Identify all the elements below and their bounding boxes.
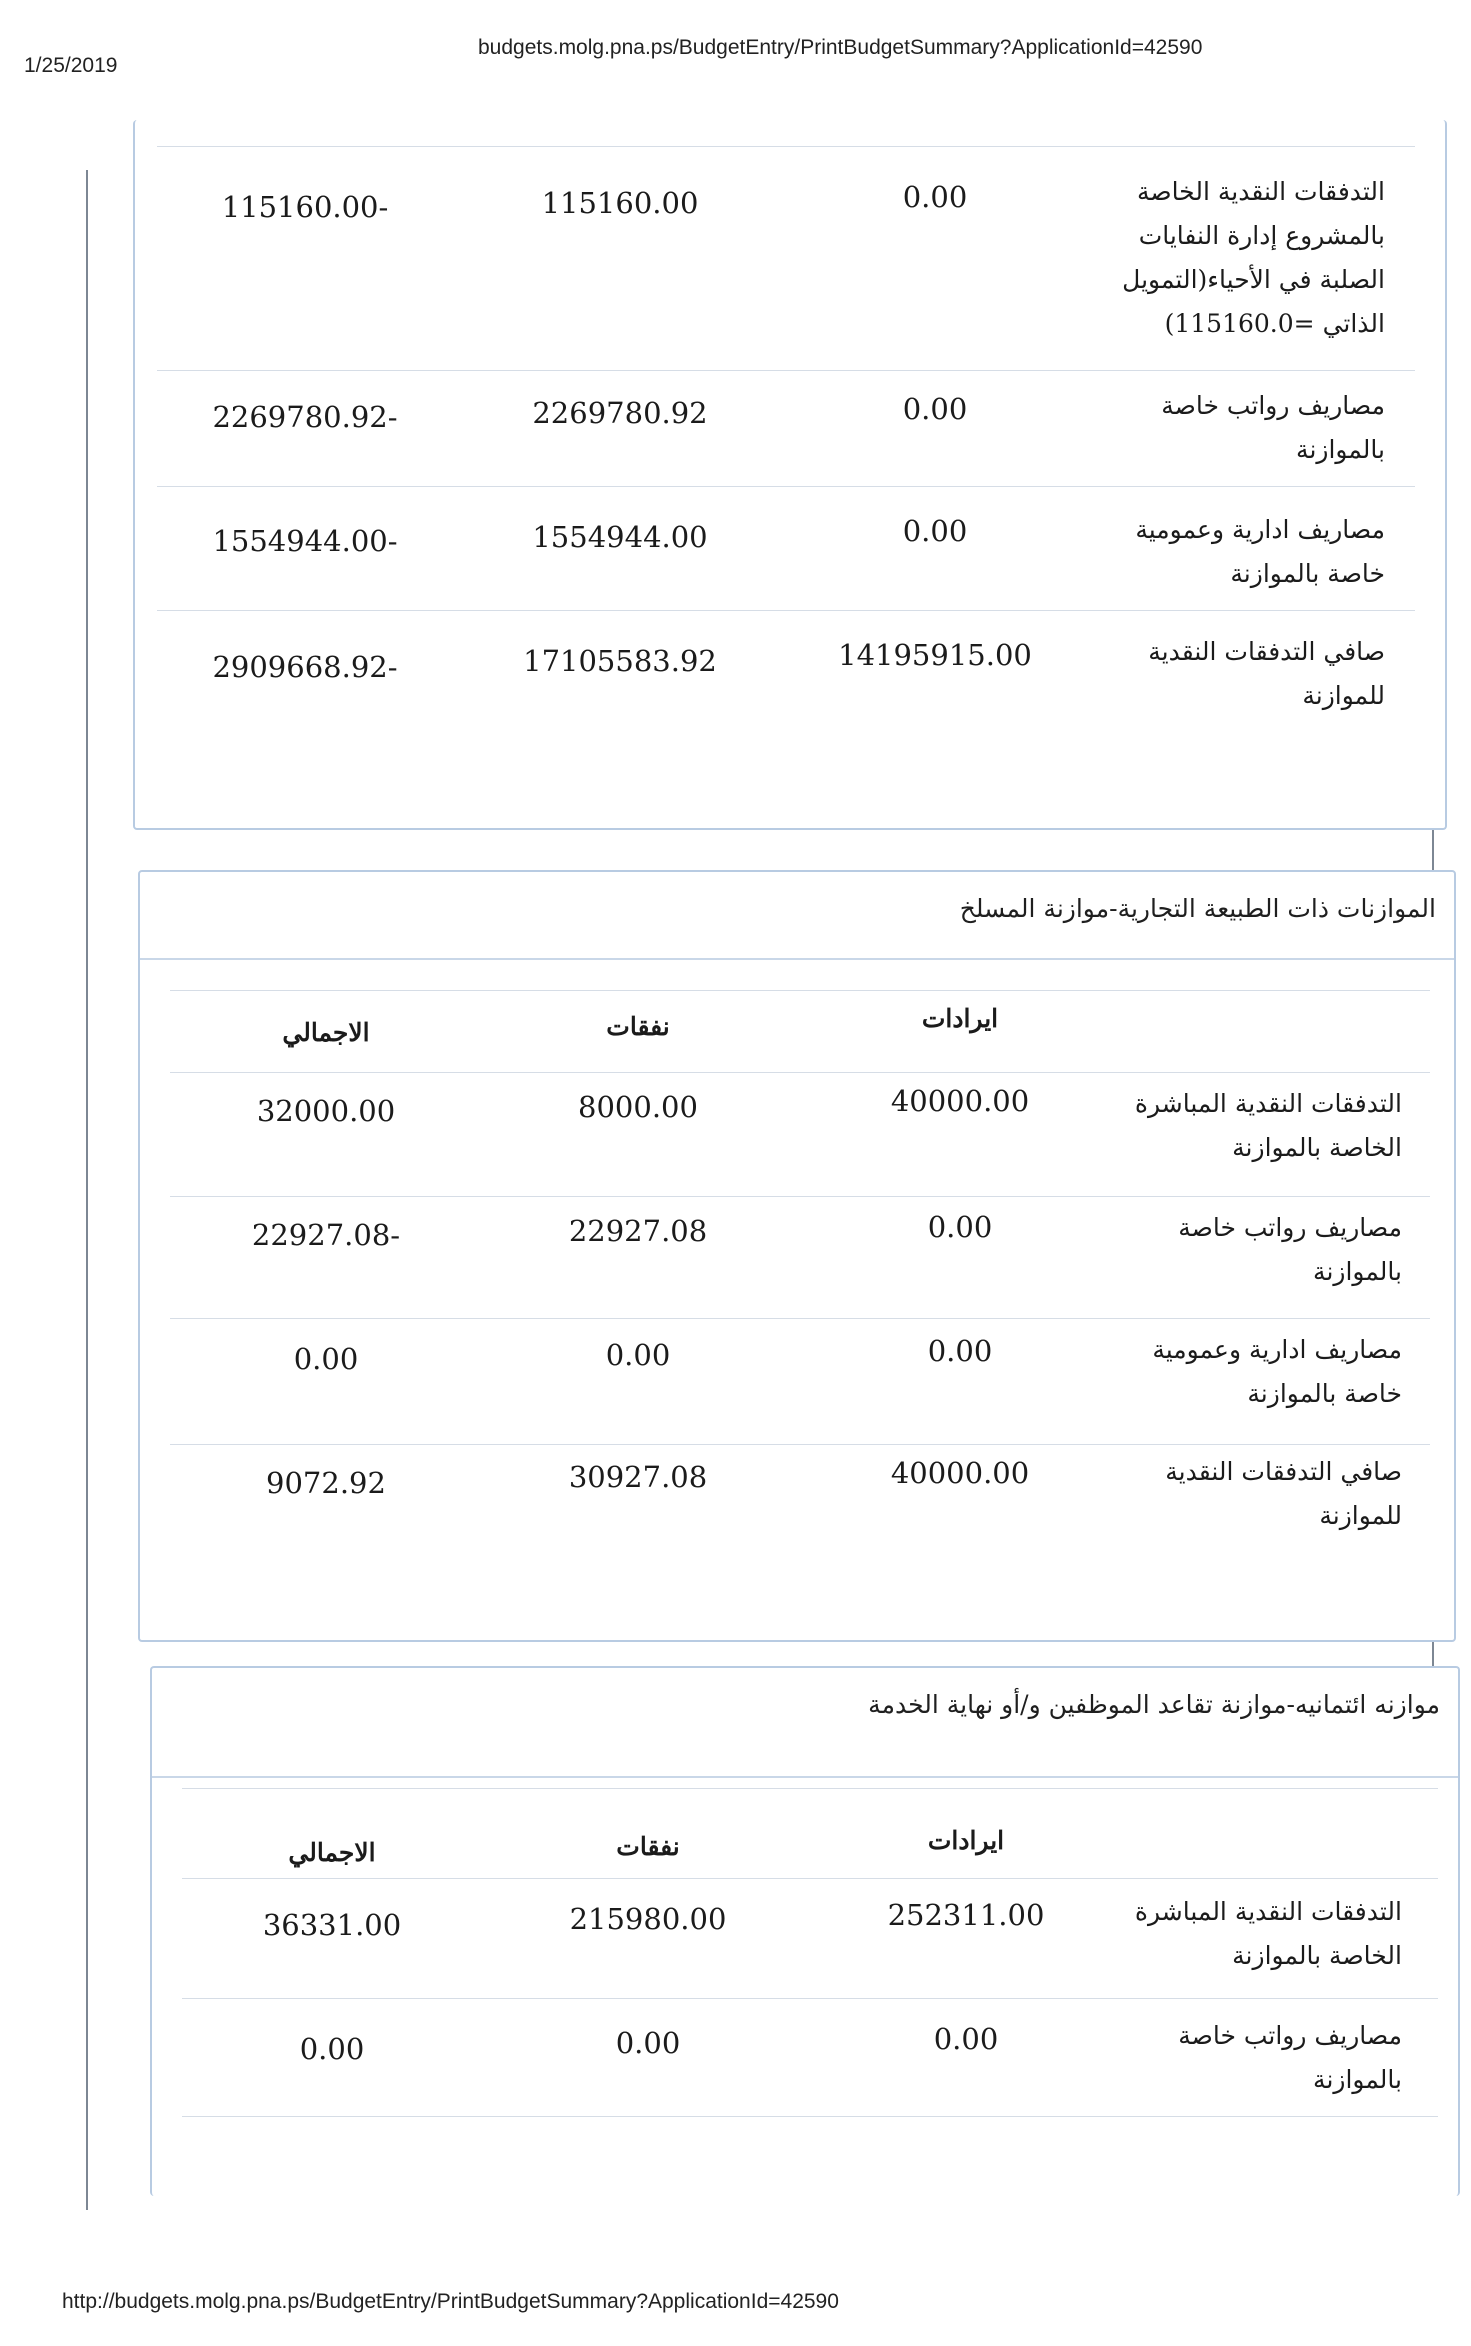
total-header: الاجمالي (288, 1838, 376, 1867)
print-date: 1/25/2019 (24, 54, 118, 77)
expenses-header: نفقات (616, 1832, 680, 1861)
expenses-value: 215980.00 (569, 1902, 727, 1936)
row-label: التدفقات النقدية المباشرة الخاصة بالموازنة (1134, 1897, 1402, 1970)
section1-card (133, 120, 1447, 830)
revenue-value: 40000.00 (890, 1456, 1030, 1490)
expenses-value: 0.00 (605, 1338, 671, 1372)
revenue-value: 0.00 (902, 180, 968, 214)
row-label: مصاريف ادارية وعمومية خاصة بالموازنة (1135, 515, 1385, 588)
revenue-value: 0.00 (902, 392, 968, 426)
footer-url: http://budgets.molg.pna.ps/BudgetEntry/PrintBudgetSummary?ApplicationId=42590 (62, 2290, 839, 2313)
expenses-header: نفقات (606, 1012, 670, 1041)
revenue-value: 252311.00 (887, 1898, 1045, 1932)
total-value: 32000.00 (256, 1094, 396, 1128)
revenue-value: 0.00 (933, 2022, 999, 2056)
expenses-value: 2269780.92 (532, 396, 708, 430)
total-value: 2909668.92- (212, 650, 398, 684)
revenue-header: ايرادات (921, 1004, 999, 1033)
expenses-value: 0.00 (615, 2026, 681, 2060)
revenue-value: 14195915.00 (838, 638, 1032, 672)
expenses-value: 22927.08 (568, 1214, 708, 1248)
section2-title: الموازنات ذات الطبيعة التجارية-موازنة المسلخ (959, 894, 1436, 923)
row-label: التدفقات النقدية الخاصة بالمشروع إدارة النفايات الصلبة في الأحياء(التمويل الذاتي =115160.0) (1122, 177, 1385, 338)
section3-card (150, 1666, 1460, 2196)
total-value: 2269780.92- (212, 400, 398, 434)
row-label: مصاريف ادارية وعمومية خاصة بالموازنة (1152, 1335, 1402, 1408)
total-header: الاجمالي (282, 1018, 370, 1047)
total-value: 22927.08- (251, 1218, 401, 1252)
row-label: مصاريف رواتب خاصة بالموازنة (1178, 2021, 1402, 2094)
total-value: 1554944.00- (212, 524, 398, 558)
revenue-value: 0.00 (927, 1210, 993, 1244)
section2-card (138, 870, 1456, 1642)
row-label: صافي التدفقات النقدية للموازنة (1148, 637, 1385, 710)
left-margin-line (86, 170, 88, 2210)
expenses-value: 30927.08 (568, 1460, 708, 1494)
total-value: 0.00 (293, 1342, 359, 1376)
row-label: مصاريف رواتب خاصة بالموازنة (1178, 1213, 1402, 1286)
revenue-header: ايرادات (927, 1826, 1005, 1855)
expenses-value: 8000.00 (578, 1090, 698, 1124)
revenue-value: 40000.00 (890, 1084, 1030, 1118)
header-url: budgets.molg.pna.ps/BudgetEntry/PrintBudgetSummary?ApplicationId=42590 (478, 36, 1203, 59)
total-value: 9072.92 (266, 1466, 386, 1500)
expenses-value: 115160.00 (541, 186, 699, 220)
section3-title: موازنه ائتمانيه-موازنة تقاعد الموظفين و/أو نهاية الخدمة (868, 1690, 1440, 1719)
revenue-value: 0.00 (902, 514, 968, 548)
total-value: 36331.00 (262, 1908, 402, 1942)
row-label: صافي التدفقات النقدية للموازنة (1165, 1457, 1402, 1530)
row-label: مصاريف رواتب خاصة بالموازنة (1161, 391, 1385, 464)
expenses-value: 1554944.00 (532, 520, 708, 554)
total-value: 115160.00- (221, 190, 389, 224)
expenses-value: 17105583.92 (523, 644, 717, 678)
revenue-value: 0.00 (927, 1334, 993, 1368)
row-label: التدفقات النقدية المباشرة الخاصة بالموازنة (1134, 1089, 1402, 1162)
total-value: 0.00 (299, 2032, 365, 2066)
